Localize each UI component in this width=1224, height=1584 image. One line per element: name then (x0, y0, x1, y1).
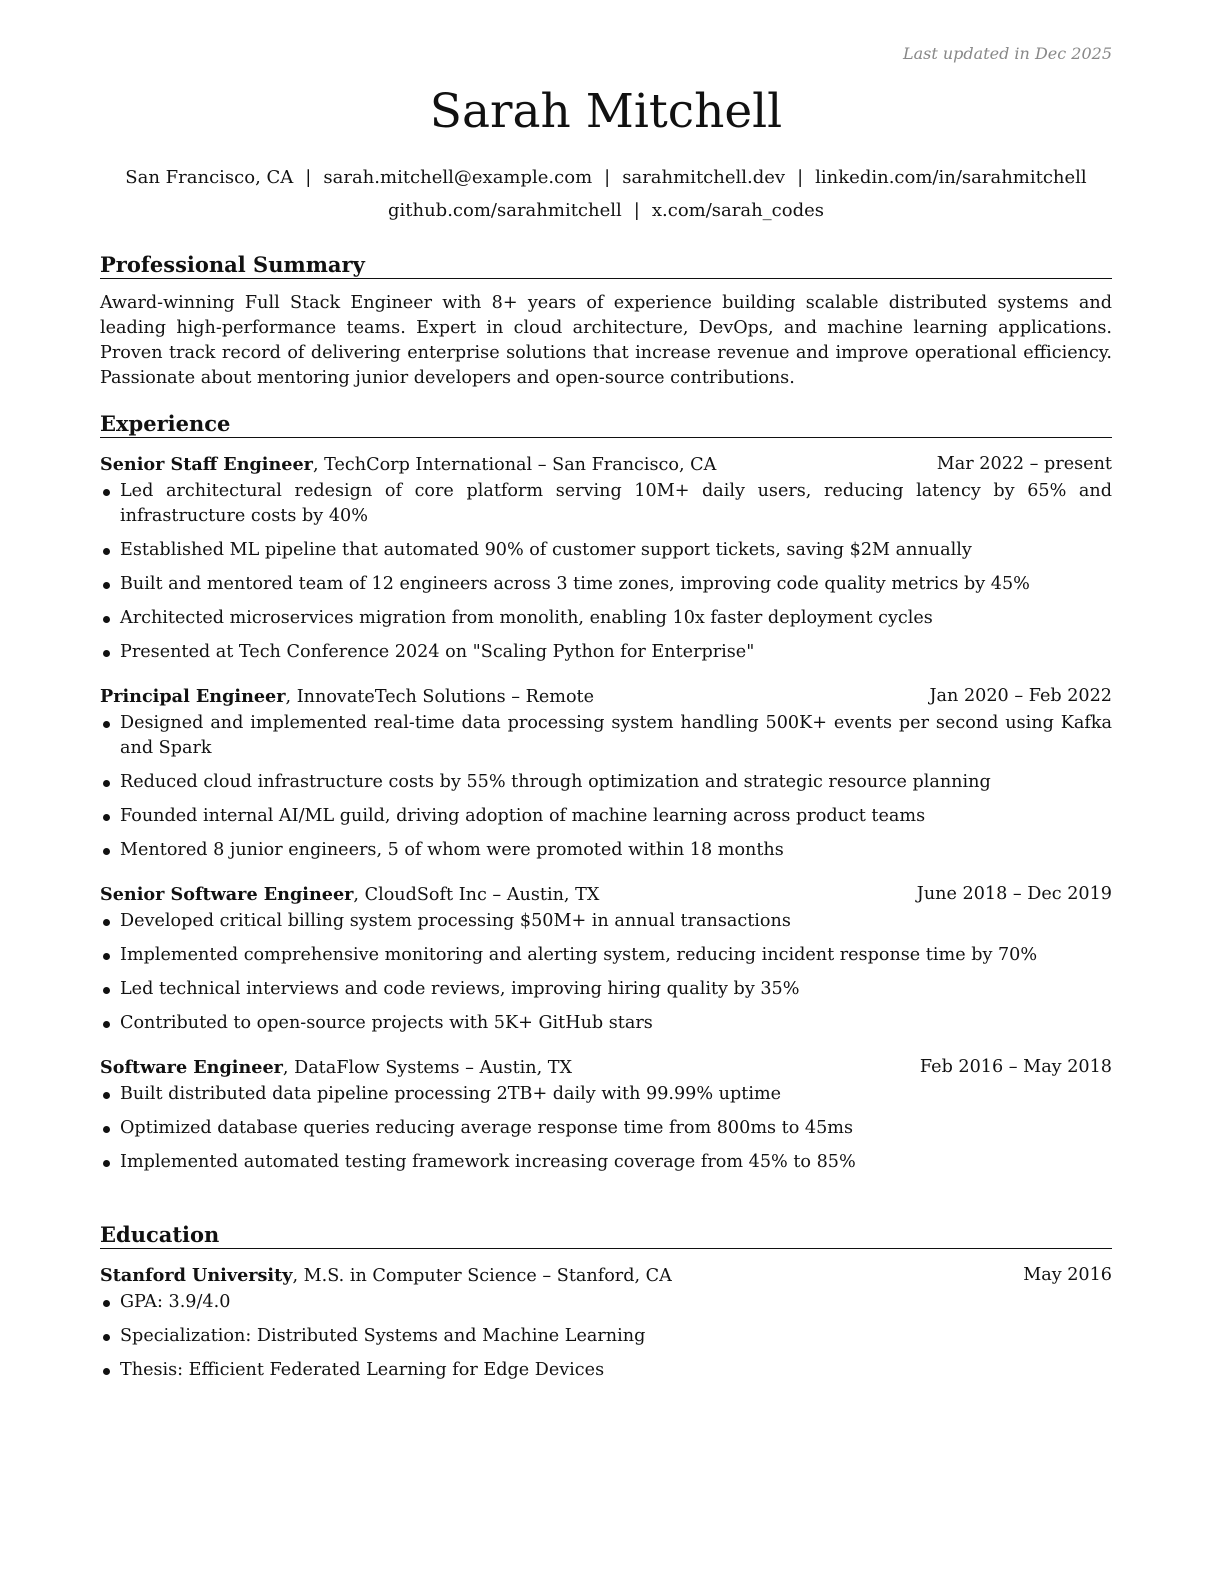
job-role: Senior Staff Engineer (100, 454, 313, 476)
list-item (100, 606, 1112, 631)
list-item (100, 1150, 1112, 1175)
job-header (100, 684, 1112, 709)
contact-separator: | (633, 200, 640, 221)
experience-heading: Experience (100, 411, 1112, 438)
experience-section (100, 411, 1112, 1184)
contact-x-link[interactable]: x.com/sarah_codes (651, 200, 825, 221)
list-item (100, 804, 1112, 829)
last-updated-note: Last updated in Dec 2025 (902, 44, 1112, 63)
job-org: , TechCorp International – San Francisco, CA (312, 455, 717, 476)
bullet-icon (103, 721, 110, 728)
job-header (100, 452, 1112, 477)
contact-separator: | (797, 167, 804, 188)
resume-page (100, 0, 1112, 1584)
education-date: May 2016 (1023, 1265, 1112, 1286)
job-header (100, 882, 1112, 907)
job-dates: Jan 2020 – Feb 2022 (929, 686, 1112, 707)
list-item (100, 1011, 1112, 1036)
job-org: , CloudSoft Inc – Austin, TX (353, 885, 600, 906)
job-entry (100, 684, 1112, 863)
bullet-text: GPA: 3.9/4.0 (120, 1292, 231, 1313)
education-bullets (100, 1290, 1112, 1383)
candidate-name: Sarah Mitchell (429, 84, 783, 139)
bullet-text: Reduced cloud infrastructure costs by 55% through optimization and strategic resource planning (120, 772, 991, 793)
bullet-icon (103, 582, 110, 589)
bullet-icon (103, 848, 110, 855)
job-entry (100, 452, 1112, 665)
contact-github-link[interactable]: github.com/sarahmitchell (387, 200, 622, 221)
bullet-icon (103, 1334, 110, 1341)
job-dates: Feb 2016 – May 2018 (919, 1057, 1112, 1078)
summary-text: Award-winning Full Stack Engineer with 8+ years of experience building scalable distributed systems and leading high-performance teams. Expert in cloud architecture, DevOps, and machine learning applications. Proven track record of delivering enterprise solutions that increase revenue and improve operational efficiency. Passionate about mentoring junior developers and open-source contributions. (100, 293, 1112, 389)
job-org: , InnovateTech Solutions – Remote (285, 687, 595, 708)
contact-separator: | (305, 167, 312, 188)
job-bullets (100, 479, 1112, 665)
list-item (100, 1116, 1112, 1141)
bullet-icon (103, 1300, 110, 1307)
contact-website-link[interactable]: sarahmitchell.dev (622, 167, 786, 188)
job-org: , DataFlow Systems – Austin, TX (282, 1058, 573, 1079)
contact-email-link[interactable]: sarah.mitchell@example.com (323, 167, 593, 188)
bullet-text: Founded internal AI/ML guild, driving adoption of machine learning across product teams (120, 806, 926, 827)
job-entry (100, 1055, 1112, 1175)
list-item (100, 1358, 1112, 1383)
education-heading: Education (100, 1222, 1112, 1249)
bullet-text: Led technical interviews and code reviews, improving hiring quality by 35% (120, 979, 800, 1000)
job-dates: June 2018 – Dec 2019 (916, 884, 1112, 905)
bullet-text: Thesis: Efficient Federated Learning for Edge Devices (120, 1360, 605, 1381)
summary-section (100, 252, 1112, 391)
bullet-text: Contributed to open-source projects with 5K+ GitHub stars (120, 1013, 653, 1034)
contact-line-secondary (100, 200, 1112, 222)
summary-heading: Professional Summary (100, 252, 1112, 279)
bullet-text: Implemented automated testing framework increasing coverage from 45% to 85% (120, 1152, 856, 1173)
job-bullets (100, 1082, 1112, 1175)
list-item (100, 640, 1112, 665)
bullet-text: Optimized database queries reducing average response time from 800ms to 45ms (120, 1118, 853, 1139)
bullet-text: Presented at Tech Conference 2024 on "Scaling Python for Enterprise" (120, 642, 755, 663)
bullet-icon (103, 1021, 110, 1028)
list-item (100, 770, 1112, 795)
bullet-icon (103, 616, 110, 623)
education-school: Stanford University (100, 1265, 293, 1287)
bullet-icon (103, 919, 110, 926)
job-role: Senior Software Engineer (100, 884, 354, 906)
job-dates: Mar 2022 – present (936, 454, 1112, 475)
education-degree: , M.S. in Computer Science – Stanford, CA (292, 1266, 672, 1287)
list-item (100, 977, 1112, 1002)
bullet-icon (103, 953, 110, 960)
job-header (100, 1055, 1112, 1080)
bullet-text: Mentored 8 junior engineers, 5 of whom were promoted within 18 months (120, 840, 784, 861)
education-entry (100, 1263, 1112, 1383)
bullet-icon (103, 1160, 110, 1167)
bullet-text: Developed critical billing system processing $50M+ in annual transactions (120, 911, 791, 932)
bullet-icon (103, 548, 110, 555)
bullet-icon (103, 650, 110, 657)
bullet-text: Built and mentored team of 12 engineers across 3 time zones, improving code quality metrics by 45% (120, 574, 1030, 595)
contact-separator: | (604, 167, 611, 188)
list-item (100, 711, 1112, 761)
bullet-text: Designed and implemented real-time data processing system handling 500K+ events per second using Kafka and Spark (120, 713, 1112, 759)
job-entry (100, 882, 1112, 1036)
bullet-text: Led architectural redesign of core platform serving 10M+ daily users, reducing latency by 65% and infrastructure costs by 40% (120, 481, 1112, 527)
bullet-icon (103, 489, 110, 496)
bullet-icon (103, 1126, 110, 1133)
bullet-text: Specialization: Distributed Systems and Machine Learning (120, 1326, 646, 1347)
list-item (100, 909, 1112, 934)
contact-location: San Francisco, CA (125, 167, 294, 188)
bullet-icon (103, 987, 110, 994)
list-item (100, 1324, 1112, 1349)
bullet-text: Established ML pipeline that automated 90% of customer support tickets, saving $2M annually (120, 540, 972, 561)
bullet-icon (103, 1092, 110, 1099)
bullet-text: Implemented comprehensive monitoring and alerting system, reducing incident response time by 70% (120, 945, 1038, 966)
bullet-text: Built distributed data pipeline processing 2TB+ daily with 99.99% uptime (120, 1084, 782, 1105)
job-role: Software Engineer (100, 1057, 283, 1079)
job-bullets (100, 909, 1112, 1036)
list-item (100, 943, 1112, 968)
job-role: Principal Engineer (100, 686, 286, 708)
education-header (100, 1263, 1112, 1288)
job-bullets (100, 711, 1112, 863)
contact-linkedin-link[interactable]: linkedin.com/in/sarahmitchell (815, 167, 1087, 188)
bullet-icon (103, 780, 110, 787)
bullet-text: Architected microservices migration from monolith, enabling 10x faster deployment cycles (120, 608, 933, 629)
list-item (100, 1290, 1112, 1315)
education-section (100, 1222, 1112, 1392)
list-item (100, 1082, 1112, 1107)
list-item (100, 538, 1112, 563)
contact-line-primary (100, 167, 1112, 189)
list-item (100, 572, 1112, 597)
list-item (100, 838, 1112, 863)
bullet-icon (103, 814, 110, 821)
list-item (100, 479, 1112, 529)
bullet-icon (103, 1368, 110, 1375)
